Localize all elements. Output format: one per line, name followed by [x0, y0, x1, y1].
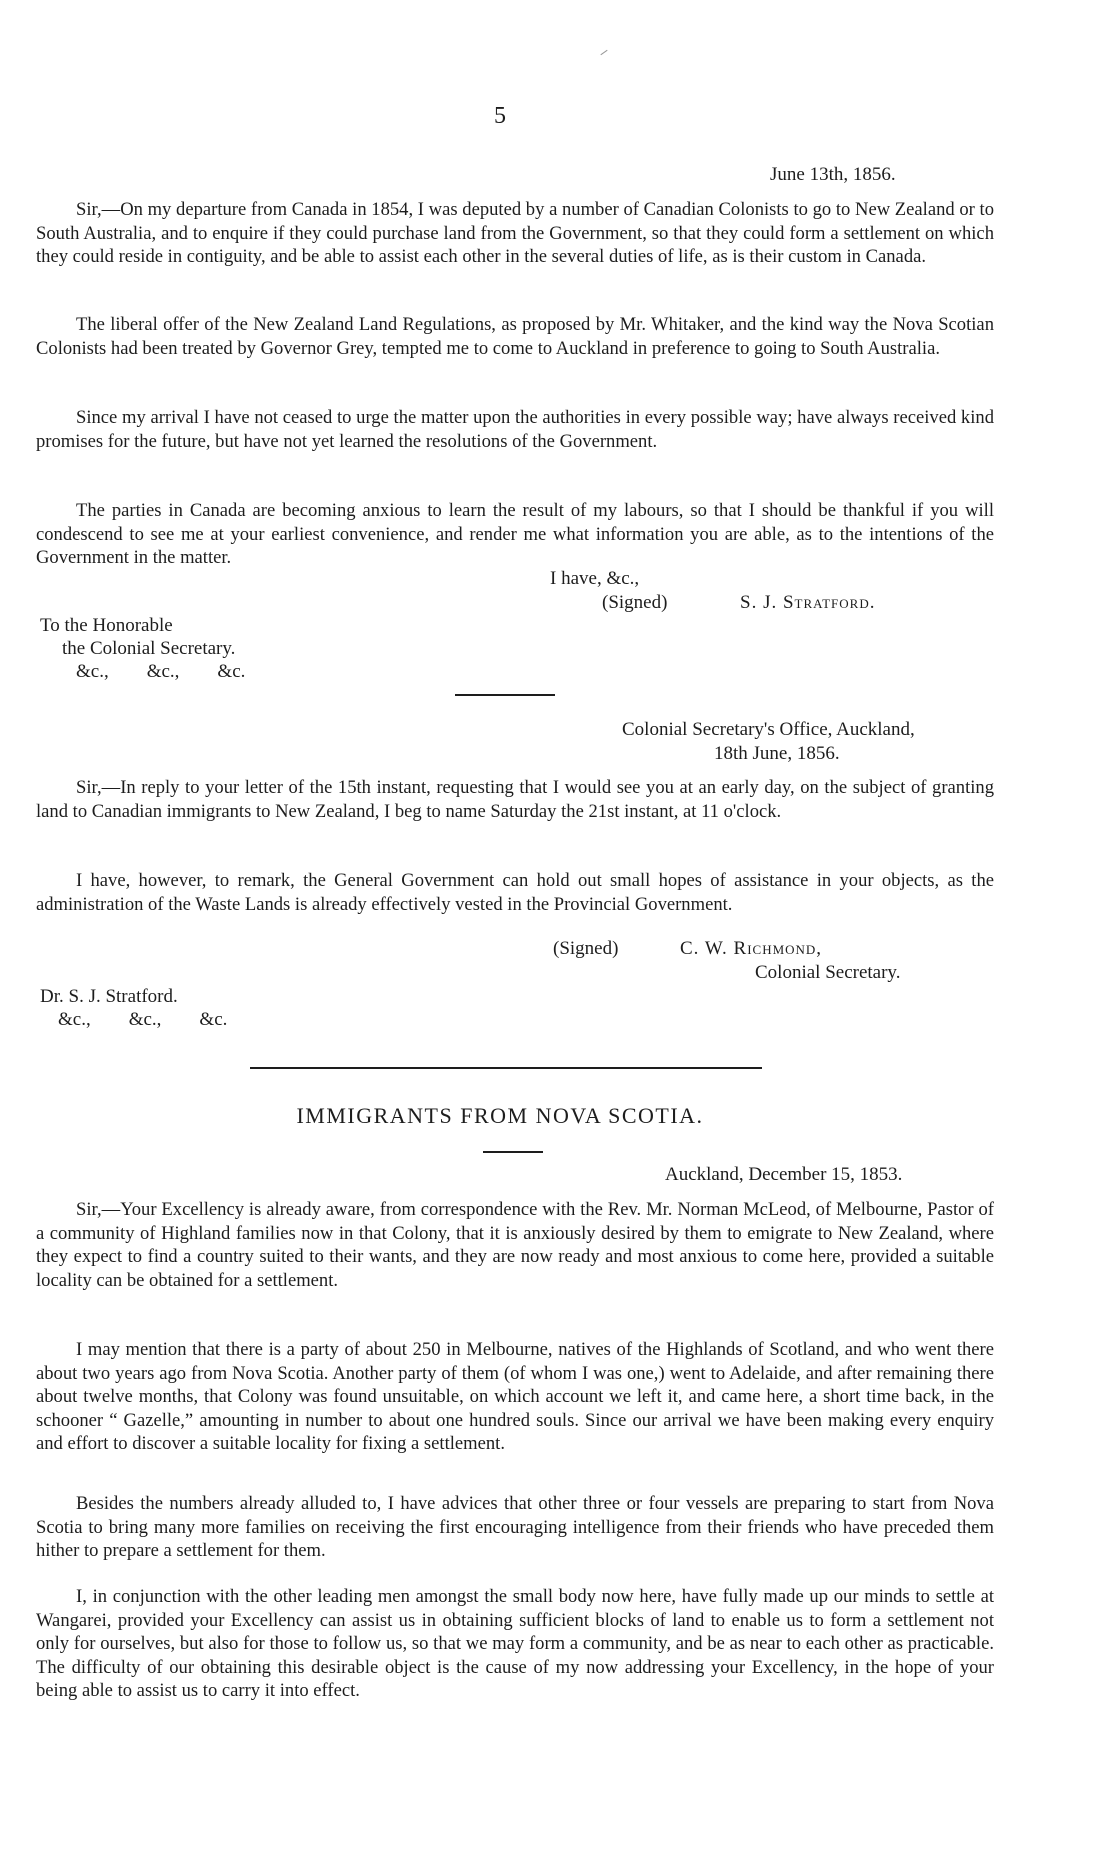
letter2-signer-title: Colonial Secretary.: [755, 962, 901, 983]
letter1-paragraph-4: The parties in Canada are becoming anxious to learn the result of my labours, so that I should be thankful if you will condescend to see me at your earliest convenience, and render me what information you are able, as to the intentions of the Government in the matter.: [36, 500, 994, 568]
separator-rule-1: [455, 694, 555, 696]
letter2-recipient-line-2: &c., &c., &c.: [58, 1009, 228, 1030]
letter2-signer: C. W. Richmond,: [680, 938, 823, 959]
section-paragraph-4: I, in conjunction with the other leading men amongst the small body now here, have fully made up our minds to settle at Wangarei, provided your Excellency can assist us in obtaining sufficient blocks of land to enable us to form a settlement not only for ourselves, but also for those to follow us, so that we may form a community, and be as near to each other as practicable. The difficulty of our obtaining this desirable object is the cause of my now addressing your Excellency, in the hope of your being able to assist us to carry it into effect.: [36, 1586, 994, 1701]
letter1-recipient-line-3: &c., &c., &c.: [76, 661, 246, 682]
margin-mark: [600, 50, 607, 55]
letter2-office: Colonial Secretary's Office, Auckland,: [622, 719, 915, 740]
letter1-paragraph-1: Sir,—On my departure from Canada in 1854, I was deputed by a number of Canadian Colonists to go to New Zealand or to South Australia, and to enquire if they could purchase land from the Government, so that they could form a settlement on which they could reside in contiguity, and be able to assist each other in the several duties of life, as is their custom in Canada.: [36, 199, 994, 267]
section-paragraph-3: Besides the numbers already alluded to, I have advices that other three or four vessels are preparing to start from Nova Scotia to bring many more families on receiving the first encouraging intelligence from their friends who have preceded them hither to prepare a settlement for them.: [36, 1493, 994, 1561]
letter1-paragraph-3: Since my arrival I have not ceased to urge the matter upon the authorities in every possible way; have always received kind promises for the future, but have not yet learned the resolutions of the Government.: [36, 407, 994, 452]
letter2-recipient-line-1: Dr. S. J. Stratford.: [40, 986, 178, 1007]
letter2-paragraph-1: Sir,—In reply to your letter of the 15th instant, requesting that I would see you at an early day, on the subject of granting land to Canadian immigrants to New Zealand, I beg to name Saturday the 21st instant, at 11 o'clock.: [36, 777, 994, 822]
section-paragraph-1: Sir,—Your Excellency is already aware, from correspondence with the Rev. Mr. Norman McLeod, of Melbourne, Pastor of a community of Highland families now in that Colony, that it is anxiously desired by them to emigrate to New Zealand, where they expect to find a country suited to their wants, and they are now ready and most anxious to come here, provided a suitable locality can be obtained for a settlement.: [36, 1199, 994, 1291]
letter2-signed: (Signed): [553, 938, 619, 959]
letter1-date: June 13th, 1856.: [770, 164, 896, 185]
letter2-paragraph-2: I have, however, to remark, the General Government can hold out small hopes of assistance in your objects, as the administration of the Waste Lands is already effectively vested in the Provincial Government.: [36, 870, 994, 915]
page-number: 5: [494, 103, 506, 129]
separator-rule-2: [250, 1067, 762, 1069]
section-heading: IMMIGRANTS FROM NOVA SCOTIA.: [296, 1103, 704, 1128]
section-date: Auckland, December 15, 1853.: [665, 1164, 903, 1185]
letter2-date: 18th June, 1856.: [714, 743, 840, 764]
letter1-signed: (Signed): [602, 592, 668, 613]
letter1-recipient-line-2: the Colonial Secretary.: [62, 638, 236, 659]
letter1-signer: S. J. Stratford.: [740, 592, 876, 613]
letter1-paragraph-2: The liberal offer of the New Zealand Land Regulations, as proposed by Mr. Whitaker, and the kind way the Nova Scotian Colonists had been treated by Governor Grey, tempted me to come to Auckland in preference to going to South Australia.: [36, 314, 994, 359]
separator-rule-3: [483, 1151, 543, 1153]
section-paragraph-2: I may mention that there is a party of about 250 in Melbourne, natives of the Highlands of Scotland, and who went there about two years ago from Nova Scotia. Another party of them (of whom I was one,) went to Adelaide, and after remaining there about twelve months, that Colony was found unsuitable, on which account we left it, and came here, a short time back, in the schooner “ Gazelle,” amounting in number to about one hundred souls. Since our arrival we have been making every enquiry and effort to discover a suitable locality for fixing a settlement.: [36, 1339, 994, 1454]
letter1-closing: I have, &c.,: [550, 568, 640, 589]
letter1-recipient-line-1: To the Honorable: [40, 615, 173, 636]
